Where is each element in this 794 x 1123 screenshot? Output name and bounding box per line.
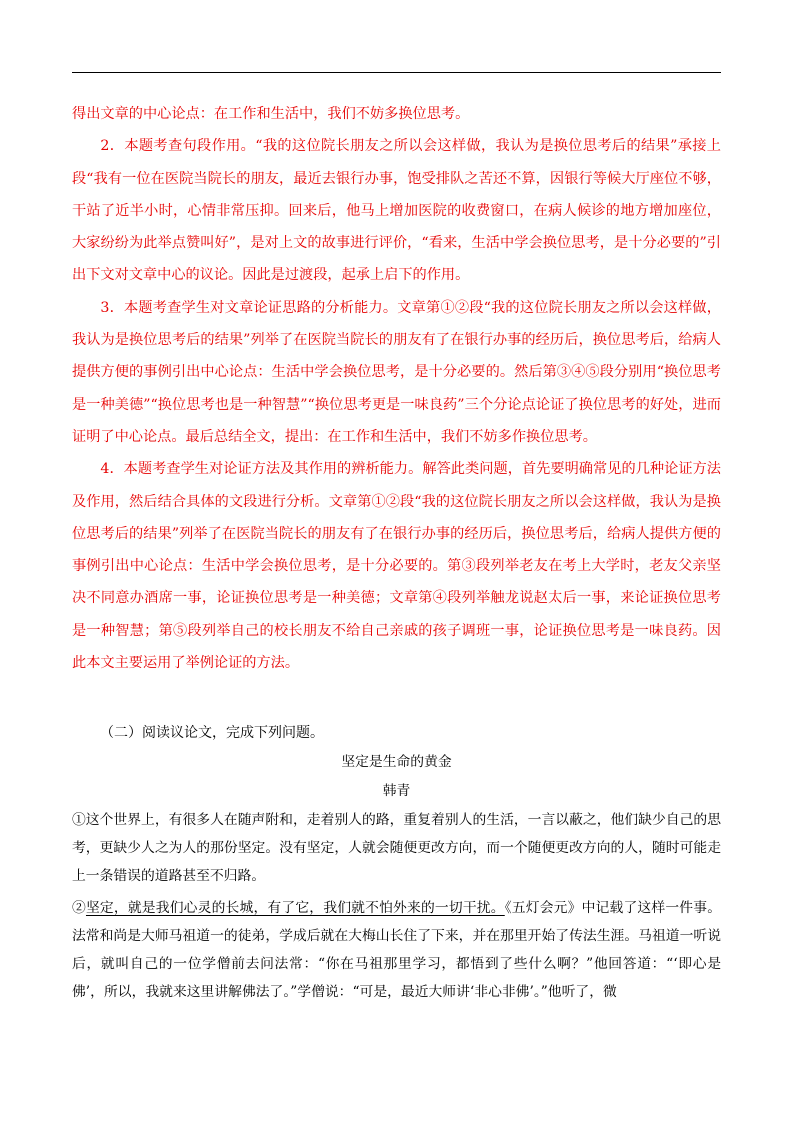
answer-2: 2．本题考查句段作用。“我的这位院长朋友之所以会这样做，我认为是换位思考后的结果”承接上段“我有一位在医院当院长的朋友，最近去银行办事，饱受排队之苦还不算，因银行等候大厅座位不够，干站了近半小时，心情非常压抑。回来后，他马上增加医院的收费窗口，在病人候诊的地方增加座位，大家纷纷为此举点赞叫好”，是对上文的故事进行评价，“看来，生活中学会换位思考，是十分必要的”引出下文对文章中心的议论。因此是过渡段，起承上启下的作用。	[72, 138, 721, 284]
paragraph-2-text: 《五灯会元》中记载了这样一件事。法常和尚是大师马祖道一的徒弟，学成后就在大梅山长住了下来，并在那里开始了传法生涯。马祖道一听说后，就叫自己的一位学僧前去问法常：“你在马祖那里学习，都悟到了些什么啊？”他回答道：“‘即心是佛’，所以，我就来这里讲解佛法了。”学僧说：“可是，最近大师讲‘非心非佛’。”他听了，微	[72, 900, 722, 1001]
section-heading: （二）阅读议论文，完成下列问题。	[100, 725, 324, 742]
paragraph-number: ②	[72, 900, 86, 917]
answer-3: 3．本题考查学生对文章论证思路的分析能力。文章第①②段“我的这位院长朋友之所以会这样做，我认为是换位思考后的结果”列举了在医院当院长的朋友有了在银行办事的经历后，换位思考后，给病人提供方便的事例引出中心论点：生活中学会换位思考，是十分必要的。然后第③④⑤段分别用“换位思考是一种美德”“换位思考也是一种智慧”“换位思考更是一味良药”三个分论点论证了换位思考的好处，进而证明了中心论点。最后总结全文，提出：在工作和生活中，我们不妨多作换位思考。	[72, 299, 721, 445]
article-title: 坚定是生命的黄金	[341, 754, 452, 771]
answer-4: 4．本题考查学生对论证方法及其作用的辨析能力。解答此类问题，首先要明确常见的几种论证方法及作用，然后结合具体的文段进行分析。文章第①②段“我的这位院长朋友之所以会这样做，我认为是换位思考后的结果”列举了在医院当院长的朋友有了在银行办事的经历后，换位思考后，给病人提供方便的事例引出中心论点：生活中学会换位思考，是十分必要的。第③段列举老友在考上大学时，老友父亲坚决不同意办酒席一事，论证换位思考是一种美德；文章第④段列举触龙说赵太后一事，来论证换位思考是一种智慧；第⑤段列举自己的校长朋友不给自己亲戚的孩子调班一事，论证换位思考是一味良药。因此本文主要运用了举例论证的方法。	[72, 461, 721, 672]
document-body	[72, 98, 721, 1006]
article-author: 韩青	[382, 783, 411, 800]
article-paragraph-2	[72, 894, 721, 1006]
answer-conclusion-line: 得出文章的中心论点：在工作和生活中，我们不妨多换位思考。	[72, 106, 470, 122]
header-rule	[72, 72, 721, 73]
underlined-sentence: 坚定，就是我们心灵的长城，有了它，我们就不怕外来的一切干扰。	[85, 900, 505, 917]
article-paragraph-1: ①这个世界上，有很多人在随声附和，走着别人的路，重复着别人的生活，一言以蔽之，他们缺少自己的思考，更缺少人之为人的那份坚定。没有坚定，人就会随便更改方向，而一个随便更改方向的人，随时可能走上一条错误的道路甚至不归路。	[72, 812, 721, 885]
